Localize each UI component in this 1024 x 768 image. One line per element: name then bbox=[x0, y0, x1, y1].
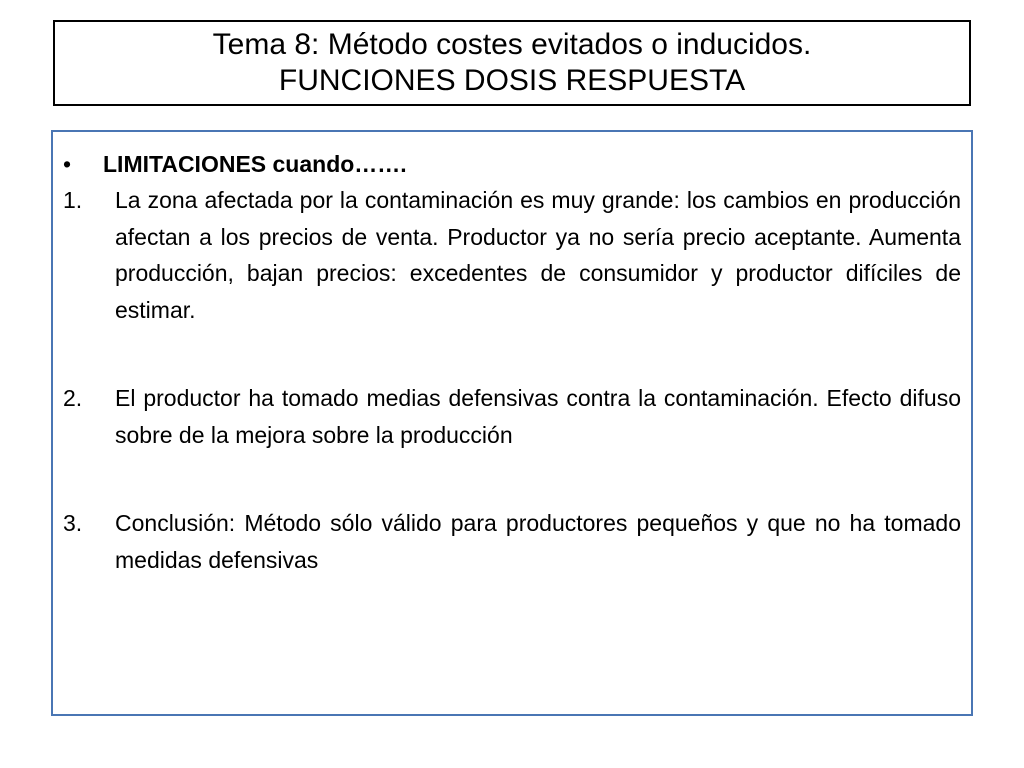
list-item-text: El productor ha tomado medias defensivas contra la contaminación. Efecto difuso sobre de la mejora sobre la producción bbox=[115, 385, 961, 448]
bullet-heading-text: LIMITACIONES cuando……. bbox=[103, 151, 407, 177]
list-item-number: 2. bbox=[63, 385, 83, 411]
list-item bbox=[63, 182, 961, 328]
list-item-number: 1. bbox=[63, 187, 83, 213]
spacer bbox=[63, 328, 961, 380]
list-item-number: 3. bbox=[63, 510, 83, 536]
list-item bbox=[63, 505, 961, 578]
bullet-heading bbox=[63, 146, 961, 182]
bullet-marker: • bbox=[63, 151, 72, 177]
list-item-text: La zona afectada por la contaminación es muy grande: los cambios en producción afectan a los precios de venta. Productor ya no sería precio aceptante. Aumenta producción, bajan precios: excedentes de consumidor y productor difíciles de estimar. bbox=[115, 187, 961, 323]
list-item bbox=[63, 380, 961, 453]
title-line-1: Tema 8: Método costes evitados o inducidos. bbox=[212, 28, 812, 61]
title-line-2: FUNCIONES DOSIS RESPUESTA bbox=[278, 64, 746, 97]
spacer bbox=[63, 453, 961, 505]
content-box bbox=[51, 130, 973, 716]
list-item-text: Conclusión: Método sólo válido para productores pequeños y que no ha tomado medidas defensivas bbox=[115, 510, 961, 573]
title-box bbox=[53, 20, 971, 106]
